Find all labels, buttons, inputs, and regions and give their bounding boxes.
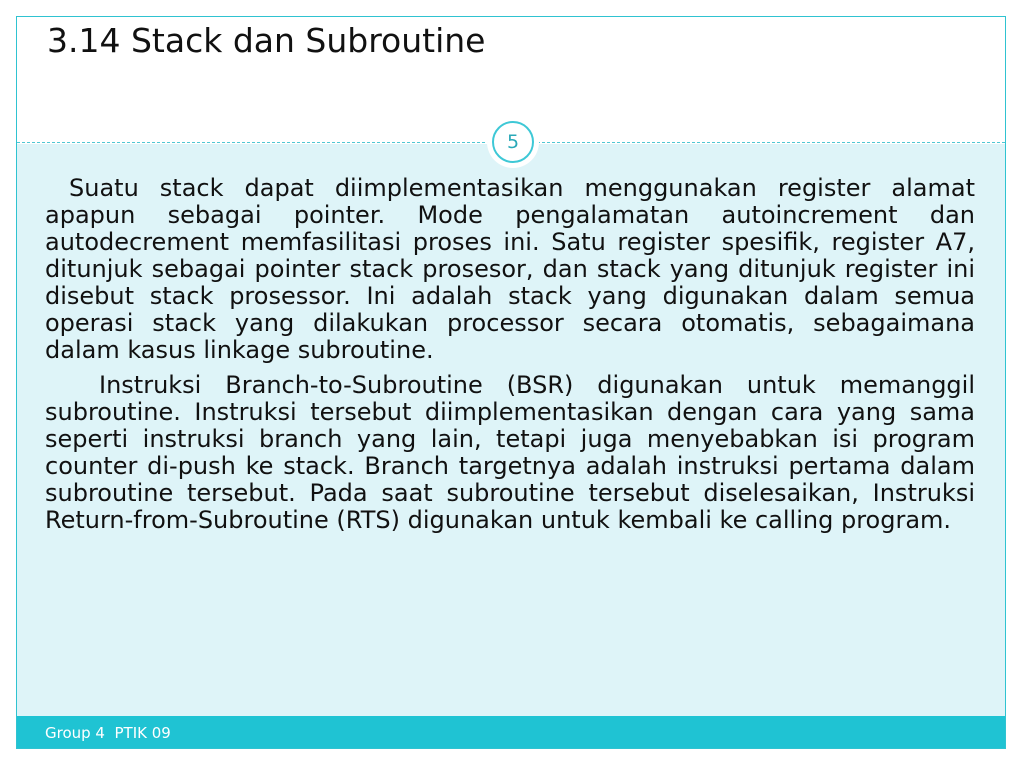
footer-bar <box>17 716 1005 749</box>
page-number: 5 <box>492 121 534 163</box>
paragraph: Instruksi Branch-to-Subroutine (BSR) digunakan untuk memanggil subroutine. Instruksi tersebut diimplementasikan dengan cara yang sama seperti instruksi branch yang lain, tetapi juga menyebabkan isi program counter di-push ke stack. Branch targetnya adalah instruksi pertama dalam subroutine tersebut. Pada saat subroutine tersebut diselesaikan, Instruksi Return-from-Subroutine (RTS) digunakan untuk kembali ke calling program. <box>45 371 975 534</box>
body-text <box>45 175 975 542</box>
paragraph: Suatu stack dapat diimplementasikan menggunakan register alamat apapun sebagai pointer. Mode pengalamatan autoincrement dan autodecrement memfasilitasi proses ini. Satu register spesifik, register A7, ditunjuk sebagai pointer stack prosesor, dan stack yang ditunjuk register ini disebut stack prosessor. Ini adalah stack yang digunakan dalam semua operasi stack yang dilakukan processor secara otomatis, sebagaimana dalam kasus linkage subroutine. <box>45 174 975 364</box>
footer-text: Group 4 PTIK 09 <box>45 724 171 742</box>
page-number-badge <box>487 116 539 168</box>
slide-title: 3.14 Stack dan Subroutine <box>47 21 486 60</box>
